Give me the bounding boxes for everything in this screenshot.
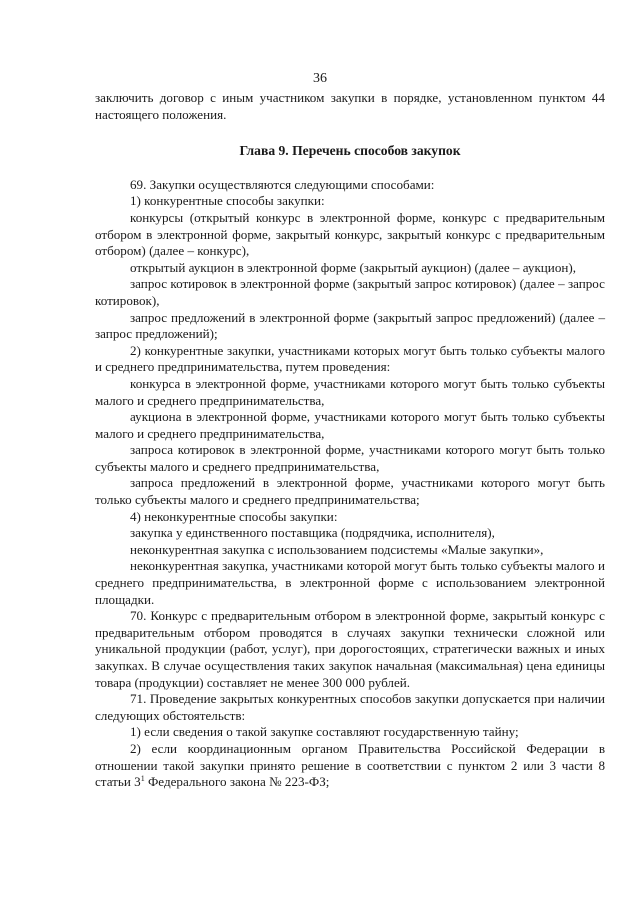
list-item-coordination-decision xyxy=(95,741,605,791)
paragraph-70: 70. Конкурс с предварительным отбором в электронной форме, закрытый конкурс с предварительным отбором проводятся в случаях закупки технически сложной или уникальной продукции (работ, услуг), при дорогостоящих, стратегически важных и иных закупках. В случае осуществления таких закупок начальная (максимальная) цена единицы товара (продукции) составляет не менее 300 000 рублей. xyxy=(95,608,605,690)
list-item-sme-konkurs: конкурса в электронной форме, участниками которого могут быть только субъекты малого и среднего предпринимательства, xyxy=(95,375,605,408)
list-item-sme-auction: аукциона в электронной форме, участниками которого могут быть только субъекты малого и среднего предпринимательства, xyxy=(95,409,605,441)
list-item-sme-quotation: запроса котировок в электронной форме, участниками которого могут быть только субъекты малого и среднего предпринимательства, xyxy=(95,442,605,474)
page-number: 36 xyxy=(313,71,327,86)
document-body xyxy=(95,90,605,791)
coordination-text: 2) если координационным органом Правительства Российской Федерации в отношении такой закупки принято решение в соответствии с пунктом 2 или 3 части 8 статьи 3 xyxy=(95,740,605,790)
list-item-sme-proposal: запроса предложений в электронной форме, участниками которого могут быть только субъекты малого и среднего предпринимательства; xyxy=(95,475,605,508)
list-item-quotation-request: запрос котировок в электронной форме (закрытый запрос котировок) (далее – запрос котировок), xyxy=(95,276,605,308)
list-item-sme-noncompetitive: неконкурентная закупка, участниками которой могут быть только субъекты малого и среднего предпринимательства, в электронной форме с использованием электронной площадки. xyxy=(95,558,605,607)
list-item-competitive-methods: 1) конкурентные способы закупки: xyxy=(130,193,325,209)
coordination-text-end: Федерального закона № 223-ФЗ; xyxy=(144,774,330,790)
list-item-sme-procurement: 2) конкурентные закупки, участниками которых могут быть только субъекты малого и среднего предпринимательства, путем проведения: xyxy=(95,342,605,375)
list-item-konkurs: конкурсы (открытый конкурс в электронной форме, конкурс с предварительным отбором в электронной форме, закрытый конкурс, закрытый конкурс с предварительным отбором) (далее – конкурс), xyxy=(95,209,605,259)
list-item-noncompetitive-methods: 4) неконкурентные способы закупки: xyxy=(130,508,338,524)
list-item-state-secret: 1) если сведения о такой закупке составляют государственную тайну; xyxy=(130,724,519,740)
intro-paragraph: заключить договор с иным участником закупки в порядке, установленном пунктом 44 настоящего положения. xyxy=(95,90,605,122)
list-item-small-purchases: неконкурентная закупка с использованием подсистемы «Малые закупки», xyxy=(130,541,544,557)
superscript: 1 xyxy=(140,774,145,784)
chapter-title: Глава 9. Перечень способов закупок xyxy=(239,143,461,159)
paragraph-71: 71. Проведение закрытых конкурентных способов закупки допускается при наличии следующих обстоятельств: xyxy=(95,691,605,723)
paragraph-69: 69. Закупки осуществляются следующими способами: xyxy=(130,176,435,192)
list-item-single-supplier: закупка у единственного поставщика (подрядчика, исполнителя), xyxy=(130,525,495,541)
list-item-proposal-request: запрос предложений в электронной форме (закрытый запрос предложений) (далее – запрос предложений); xyxy=(95,309,605,342)
list-item-auction: открытый аукцион в электронной форме (закрытый аукцион) (далее – аукцион), xyxy=(130,259,577,275)
